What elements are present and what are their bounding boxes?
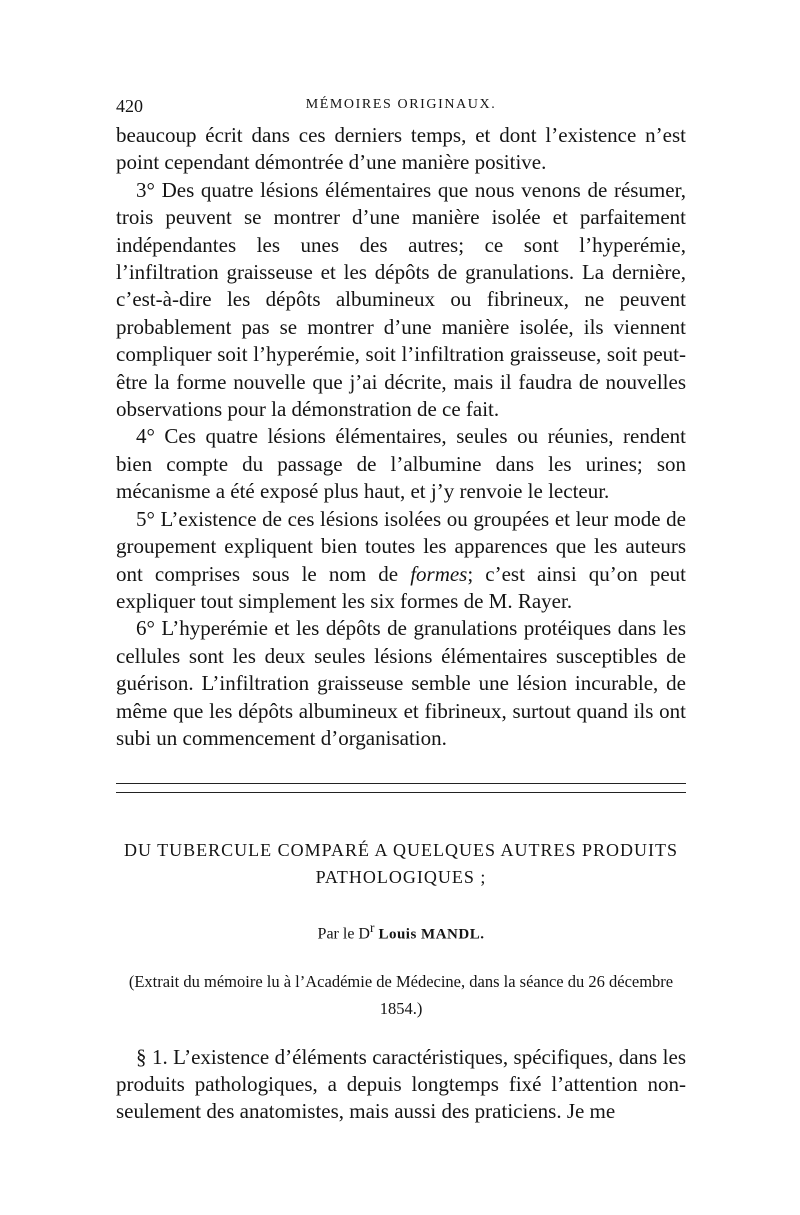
article-first-paragraph bbox=[116, 1044, 686, 1126]
point-5-italic-word: formes bbox=[410, 561, 468, 586]
extract-note: (Extrait du mémoire lu à l’Académie de Médecine, dans la séance du 26 décembre 1854.) bbox=[128, 971, 674, 1018]
byline-prefix: Par le D bbox=[317, 925, 370, 943]
paragraph-point-3: 3° Des quatre lésions élémentaires que nous venons de résumer, trois peuvent se montrer d’une manière isolée et parfaitement indépendantes les unes des autres; ce sont l’hyperémie, l’infiltration graisseuse et les dépôts de granulations. La dernière, c’est-à-dire les dépôts albumineux ou fibrineux, ne peuvent probablement pas se montrer d’une manière isolée, ils viennent compliquer soit l’hyperémie, soit l’infiltration graisseuse, soit peut-être la forme nouvelle que j’ai décrite, mais il faudra de nouvelles observations pour la démonstration de ce fait. bbox=[116, 177, 686, 422]
point-5-text-a: 5° L’existence de ces lésions isolées ou groupées et leur mode de groupement expliquent bien toutes les apparences que les auteurs ont comprises sous le nom de bbox=[116, 506, 686, 586]
byline bbox=[116, 917, 686, 945]
first-paragraph-text: L’existence d’éléments caractéristiques, spécifiques, dans les produits pathologiques, a depuis longtemps fixé l’attention non-seulement des anatomistes, mais aussi des praticiens. Je me bbox=[116, 1044, 686, 1124]
running-head bbox=[116, 96, 686, 122]
paragraph-point-5 bbox=[116, 506, 686, 616]
article-title-line-1: DU TUBERCULE COMPARÉ A QUELQUES AUTRES PRODUITS bbox=[123, 840, 679, 861]
book-page bbox=[116, 96, 686, 1126]
double-rule-divider bbox=[116, 783, 686, 793]
article-title-line-2: PATHOLOGIQUES ; bbox=[315, 867, 487, 888]
byline-sup: r bbox=[369, 920, 375, 936]
article-title bbox=[116, 837, 686, 891]
paragraph-continued: beaucoup écrit dans ces derniers temps, et dont l’existence n’est point cependant démontrée d’une manière positive. bbox=[116, 123, 686, 175]
point-5-text-b: ; c’est ainsi qu’on peut expliquer tout simplement les six formes de M. Rayer. bbox=[116, 561, 687, 613]
paragraph-point-4: 4° Ces quatre lésions élémentaires, seules ou réunies, rendent bien compte du passage de l’albumine dans les urines; son mécanisme a été exposé plus haut, et j’y renvoie le lecteur. bbox=[116, 424, 686, 504]
author-name: Louis MANDL. bbox=[378, 926, 485, 943]
section-mark: § 1. bbox=[136, 1044, 168, 1069]
paragraph-point-6: 6° L’hyperémie et les dépôts de granulations protéiques dans les cellules sont les deux seules lésions élémentaires susceptibles de guérison. L’infiltration graisseuse semble une lésion incurable, de même que les dépôts albumineux et fibrineux, surtout quand ils ont subi un commencement d’organisation. bbox=[116, 616, 686, 750]
page-number: 420 bbox=[116, 96, 143, 116]
running-title: MÉMOIRES ORIGINAUX. bbox=[305, 97, 497, 112]
